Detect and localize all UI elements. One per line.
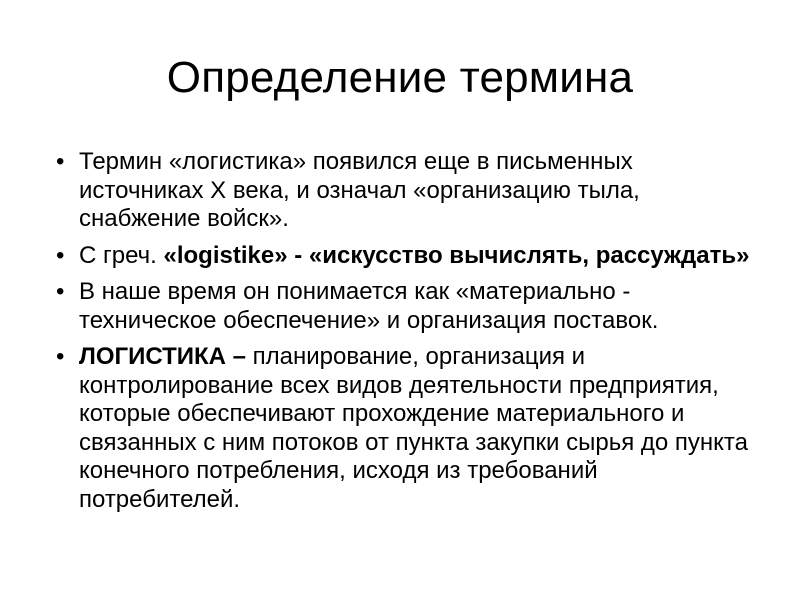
bullet-item-definition [56, 343, 756, 514]
bullet-bold-text: «logistike» - «искусство вычислять, рассуждать» [163, 241, 750, 269]
bullet-text: В наше время он понимается как «материально - техническое обеспечение» и организация поставок. [79, 278, 659, 334]
bullet-term: ЛОГИСТИКА – [79, 343, 253, 370]
slide-title: Определение термина [166, 53, 634, 102]
bullet-item-origin [56, 148, 756, 234]
bullet-dot-icon: • [56, 278, 65, 305]
bullet-list [56, 148, 756, 522]
bullet-dot-icon: • [56, 148, 65, 175]
bullet-item-greek [56, 242, 756, 271]
bullet-text: Термин «логистика» появился еще в письменных источниках X века, и означал «организацию тыла, снабжение войск». [79, 148, 640, 232]
bullet-dot-icon: • [56, 343, 65, 370]
bullet-prefix: С греч. [79, 241, 164, 269]
bullet-definition-text: планирование, организация и контролирование всех видов деятельности предприятия, которые обеспечивают прохождение материального и связанных с ним потоков от пункта закупки сырья до пункта конечного потребления, исходя из требований потребителей. [79, 343, 748, 513]
bullet-dot-icon: • [56, 241, 65, 269]
bullet-item-modern [56, 278, 756, 335]
